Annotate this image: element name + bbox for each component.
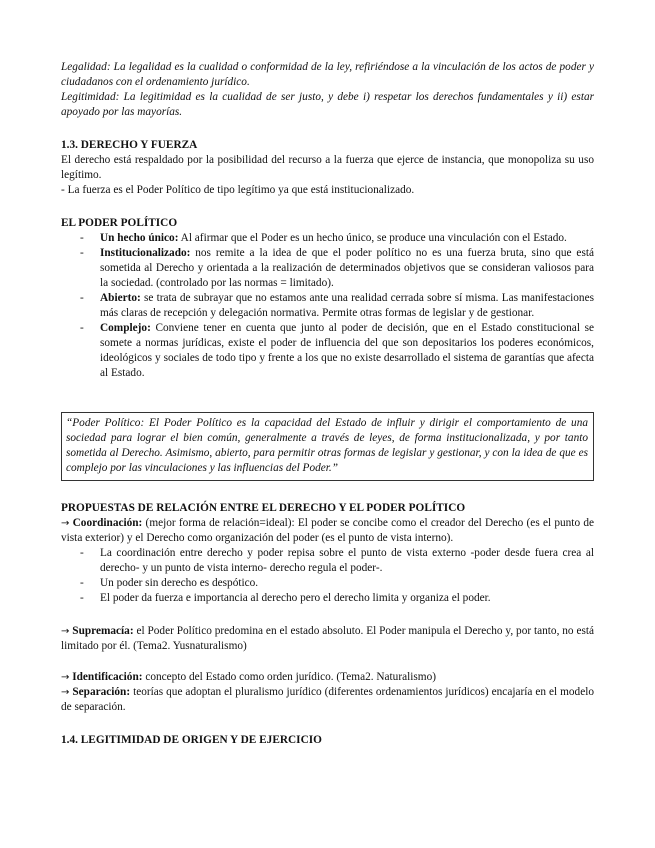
item-text: El poder da fuerza e importancia al derecho pero el derecho limita y organiza el poder. [100, 592, 491, 604]
identificacion-term: Identificación: [72, 671, 143, 683]
list-item [80, 591, 594, 606]
item-text: La coordinación entre derecho y poder repisa sobre el punto de vista externo -poder desde fuera crea al derecho- y un punto de vista interno- derecho regula el poder-. [100, 547, 594, 574]
dash-marker: - [80, 547, 84, 559]
document-page [61, 60, 594, 748]
dash-marker: - [80, 232, 84, 244]
identificacion-paragraph [61, 670, 594, 685]
fuerza-note: - La fuerza es el Poder Político de tipo legítimo ya que está institucionalizado. [61, 184, 415, 196]
item-text: se trata de subrayar que no estamos ante una realidad cerrada sobre sí misma. Las manifestaciones más claras de recepción y delegación normativa. Permite otras formas de legislar y de gestionar. [100, 292, 594, 319]
section-title-propuestas: PROPUESTAS DE RELACIÓN ENTRE EL DERECHO Y EL PODER POLÍTICO [61, 502, 466, 514]
supremacia-term: Supremacía: [72, 625, 134, 637]
list-item [80, 246, 594, 291]
arrow-icon: → [61, 518, 70, 529]
list-item [80, 576, 594, 591]
list-item [80, 321, 594, 381]
dash-marker: - [80, 292, 84, 304]
dash-marker: - [80, 247, 84, 259]
supremacia-text: el Poder Político predomina en el estado absoluto. El Poder manipula el Derecho y, por tanto, no está limitado por él. (Tema2. Yusnaturalismo) [61, 625, 595, 652]
arrow-icon: → [61, 687, 70, 698]
list-item [80, 231, 594, 246]
item-text: Un poder sin derecho es despótico. [100, 577, 259, 589]
coordinacion-list [61, 546, 594, 606]
section-title-poder-politico: EL PODER POLÍTICO [61, 217, 178, 229]
arrow-icon: → [61, 626, 70, 637]
separacion-text: teorías que adoptan el pluralismo jurídico (diferentes ordenamientos jurídicos) encajaría en el modelo de separación. [61, 686, 594, 713]
item-text: Conviene tener en cuenta que junto al poder de decisión, que en el Estado constitucional se somete a normas jurídicas, existe el poder de influencia del que son depositarios los poderes económicos, ideológicos y sociales de todo tipo y frente a los que no existe desarrollado el sistema de garantías que afecta al Estado. [100, 322, 594, 379]
section-title-legitimidad: 1.4. LEGITIMIDAD DE ORIGEN Y DE EJERCICIO [61, 734, 322, 746]
dash-marker: - [80, 577, 84, 589]
arrow-icon: → [61, 672, 70, 683]
item-term: Complejo: [100, 322, 151, 334]
poder-politico-quote-box: “Poder Político: El Poder Político es la capacidad del Estado de influir y dirigir el comportamiento de una sociedad para lograr el bien común, generalmente a través de leyes, de forma institucionalizada, y por tanto sometida al Derecho. Asimismo, abierto, para permitir otras formas de legislar y gestionar, y con la idea de que es complejo por las vinculaciones y las influencias del Poder.” [61, 412, 594, 481]
derecho-fuerza-paragraph: El derecho está respaldado por la posibilidad del recurso a la fuerza que ejerce de instancia, que monopoliza su uso legítimo. [61, 154, 594, 181]
section-title-derecho-fuerza: 1.3. DERECHO Y FUERZA [61, 139, 198, 151]
legalidad-definition: Legalidad: La legalidad es la cualidad o conformidad de la ley, refiriéndose a la vinculación de los actos de poder y ciudadanos con el ordenamiento jurídico. [61, 61, 594, 88]
item-term: Abierto: [100, 292, 141, 304]
item-term: Un hecho único: [100, 232, 179, 244]
separacion-paragraph [61, 685, 594, 715]
coordinacion-text: (mejor forma de relación=ideal): El poder se concibe como el creador del Derecho (es el punto de vista exterior) y el Derecho como organización del poder (es el punto de vista interno). [61, 517, 594, 544]
item-text: Al afirmar que el Poder es un hecho único, se produce una vinculación con el Estado. [178, 232, 567, 244]
coordinacion-term: Coordinación: [72, 517, 143, 529]
dash-marker: - [80, 322, 84, 334]
supremacia-paragraph [61, 624, 594, 654]
item-text: nos remite a la idea de que el poder político no es una fuerza bruta, sino que está sometida al Derecho y orientada a la realización de determinados objetivos que se consideran valiosos para la sociedad. (controlado por las normas = limitado). [100, 247, 594, 289]
list-item [80, 291, 594, 321]
dash-marker: - [80, 592, 84, 604]
list-item [80, 546, 594, 576]
separacion-term: Separación: [72, 686, 131, 698]
item-term: Institucionalizado: [100, 247, 191, 259]
poder-politico-list [61, 231, 594, 381]
coordinacion-paragraph [61, 516, 594, 546]
legitimidad-definition: Legitimidad: La legitimidad es la cualidad de ser justo, y debe i) respetar los derechos fundamentales y ii) estar apoyado por las mayorías. [61, 91, 594, 118]
identificacion-text: concepto del Estado como orden jurídico. (Tema2. Naturalismo) [142, 671, 436, 683]
